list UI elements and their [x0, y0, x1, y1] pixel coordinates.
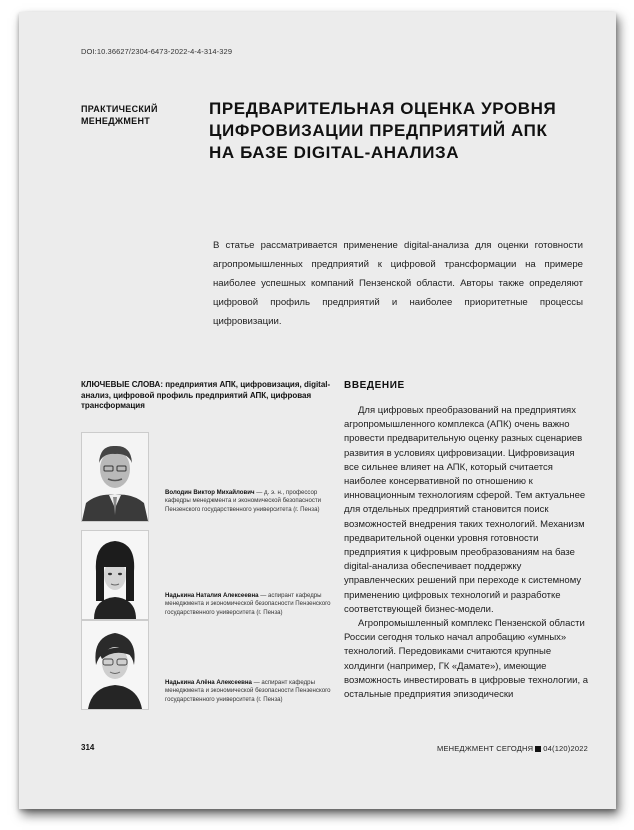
section-label: ПРАКТИЧЕСКИЙ МЕНЕДЖМЕНТ	[81, 104, 158, 126]
author-photo-alena	[81, 620, 149, 710]
author-info-2	[165, 592, 337, 617]
author-photo-volodin	[81, 432, 149, 522]
doi: DOI:10.36627/2304-6473-2022-4-4-314-329	[81, 47, 233, 56]
page-number: 314	[81, 743, 95, 752]
author-name: Надькина Алёна Алексеевна	[165, 679, 252, 686]
author-photo-natalia	[81, 530, 149, 620]
author-desc: — аспирант кафедры менеджмента и экономической безопасности Пензенского государственного университета (г. Пенза)	[165, 592, 331, 616]
square-separator-icon	[535, 746, 541, 752]
author-name: Володин Виктор Михайлович	[165, 489, 255, 496]
intro-heading: ВВЕДЕНИЕ	[344, 380, 405, 391]
abstract: В статье рассматривается применение digital-анализа для оценки готовности агропромышленных предприятий к цифровой трансформации на примере наиболее успешных компаний Пензенской области. Авторы также определяют цифровой профиль предприятий и наиболее приоритетные процессы цифровизации.	[213, 240, 583, 327]
author-desc: — аспирант кафедры менеджмента и экономической безопасности Пензенского государственного университета (г. Пенза)	[165, 679, 331, 703]
journal-footer	[437, 744, 588, 753]
paragraph: Агропромышленный комплекс Пензенской области России сегодня только начал апробацию «умных» технологий. Передовиками считаются крупные холдинги (например, ГК «Дамате»), имеющие возможность инвестировать в цифровые технологии, а остальные предприятия эпизодически	[344, 618, 589, 701]
author-info-1	[165, 489, 337, 514]
journal-issue: 04(120)2022	[543, 744, 588, 753]
intro-body	[344, 404, 590, 702]
author-info-3	[165, 679, 337, 704]
paragraph: Для цифровых преобразований на предприятиях агропромышленного комплекса (АПК) очень важно провести предварительную оценку разных сценариев развития в условиях цифровизации. Цифровизация все сильнее влияет на АПК, который считается наиболее консервативной по отношению к инновационным технологиям сферой. Тем актуальнее для отдельных предприятий становится поиск возможностей внедрения таких технологий. Механизм предварительной оценки уровня готовности предприятия к цифровым преобразованиям на базе digital-анализа обеспечивает поддержку управленческих решений при переходе к системному применению цифровых технологий и разработке соответствующей бизнес-модели.	[344, 405, 586, 615]
article-title: ПРЕДВАРИТЕЛЬНАЯ ОЦЕНКА УРОВНЯ ЦИФРОВИЗАЦИИ ПРЕДПРИЯТИЙ АПК НА БАЗЕ DIGITAL-АНАЛИЗА	[209, 99, 557, 162]
journal-name: МЕНЕДЖМЕНТ СЕГОДНЯ	[437, 744, 534, 753]
author-desc: — д. э. н., профессор кафедры менеджмента и экономической безопасности Пензенского государственного университета (г. Пенза)	[165, 489, 322, 513]
author-name: Надькина Наталия Алексеевна	[165, 592, 259, 599]
keywords: КЛЮЧЕВЫЕ СЛОВА: предприятия АПК, цифровизация, digital-анализ, цифровой профиль предприятий АПК, цифровая трансформация	[81, 380, 331, 410]
journal-page	[19, 12, 616, 809]
